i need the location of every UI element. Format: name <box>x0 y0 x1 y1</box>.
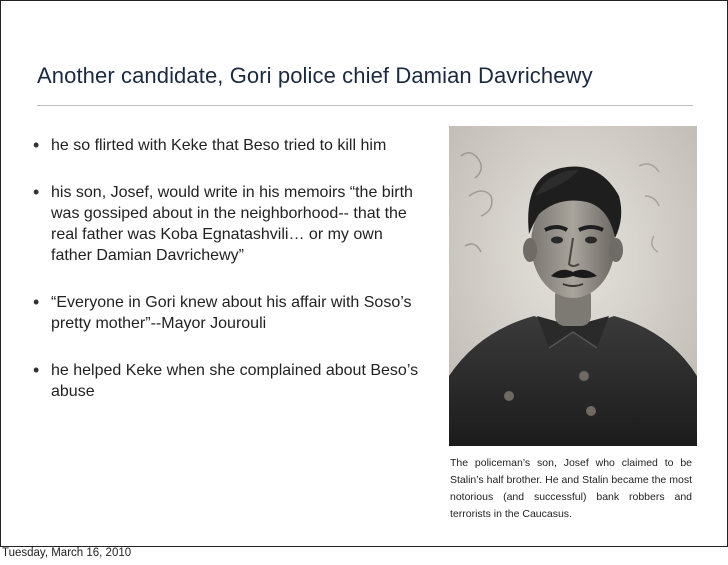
portrait-illustration <box>449 126 697 446</box>
bullet-list <box>31 135 421 428</box>
portrait-photo <box>449 126 697 446</box>
bullet-item <box>31 360 421 402</box>
bullet-icon: • <box>33 292 40 312</box>
bullet-text: his son, Josef, would write in his memoirs “the birth was gossiped about in the neighborhood-- that the real father was Koba Egnatashvili… or my own father Damian Davrichewy” <box>51 184 413 264</box>
bullet-icon: • <box>33 360 40 380</box>
photo-caption: The policeman’s son, Josef who claimed to be Stalin’s half brother. He and Stalin became the most notorious (and successful) bank robbers and terrorists in the Caucasus. <box>450 457 692 520</box>
slide-title: Another candidate, Gori police chief Damian Davrichewy <box>37 63 593 88</box>
bullet-text: he helped Keke when she complained about Beso’s abuse <box>51 362 419 400</box>
bullet-text: “Everyone in Gori knew about his affair with Soso’s pretty mother”--Mayor Jourouli <box>51 294 412 332</box>
bullet-text: he so flirted with Keke that Beso tried to kill him <box>51 137 387 154</box>
bullet-item <box>31 135 421 156</box>
bullet-icon: • <box>33 135 40 155</box>
bullet-item <box>31 182 421 266</box>
title-divider <box>37 105 693 106</box>
bullet-item <box>31 292 421 334</box>
footer-date: Tuesday, March 16, 2010 <box>2 547 132 559</box>
bullet-icon: • <box>33 182 40 202</box>
